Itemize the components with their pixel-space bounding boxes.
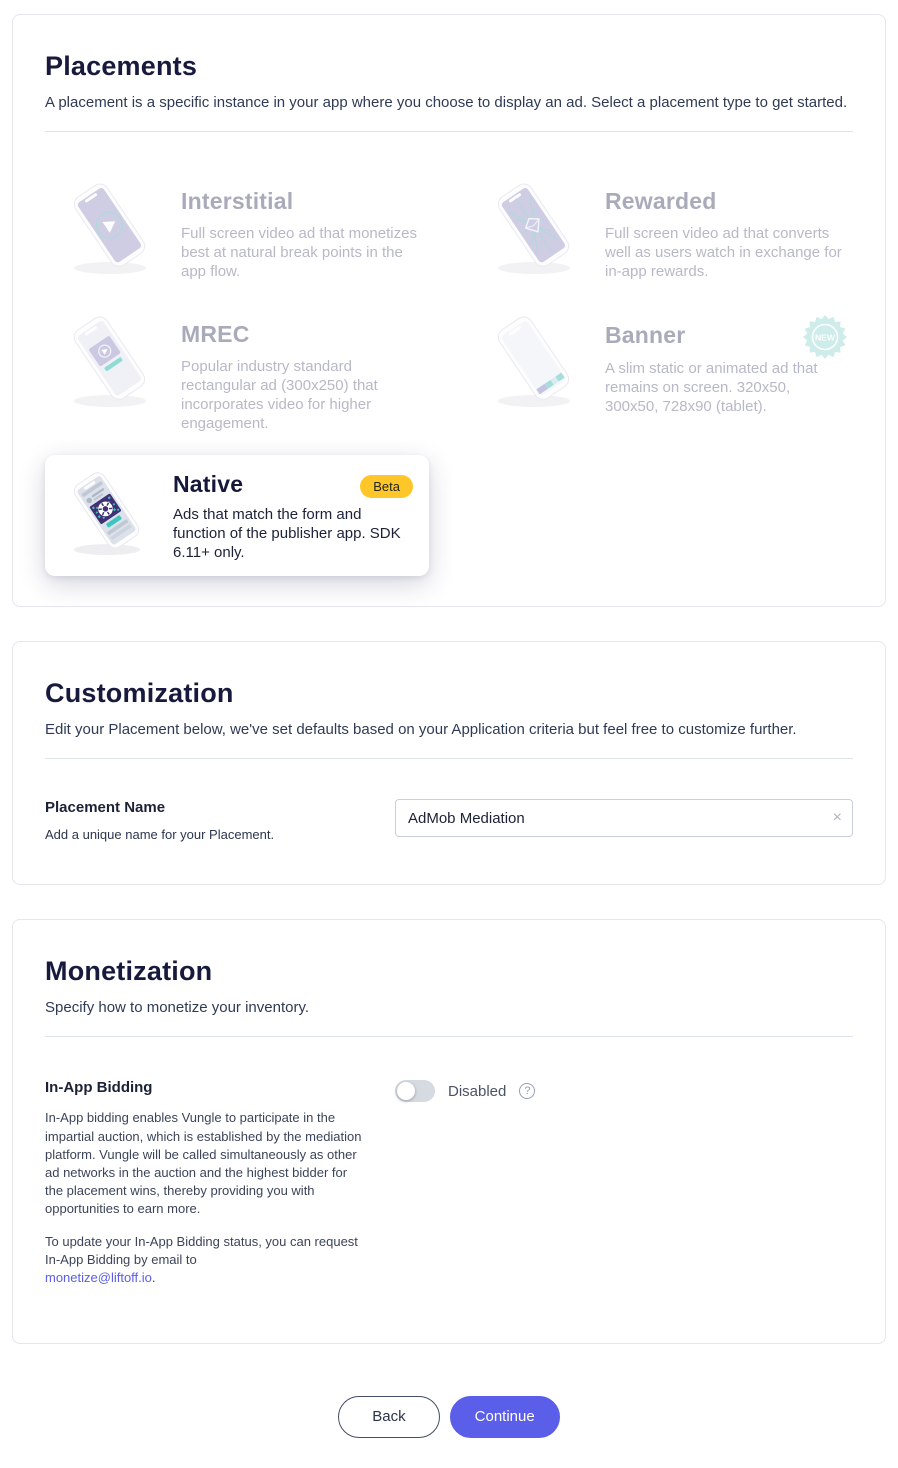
placement-option-rewarded[interactable] (469, 170, 853, 289)
rewarded-description: Full screen video ad that converts well as users watch in exchange for in-app rewards. (605, 225, 842, 281)
continue-button[interactable]: Continue (450, 1396, 560, 1438)
in-app-bidding-request-text: To update your In-App Bidding status, you can request In-App Bidding by email to monetize@liftoff.io. (45, 1233, 358, 1285)
mrec-title: MREC (181, 321, 250, 348)
placement-option-interstitial[interactable] (45, 170, 429, 289)
placement-option-native[interactable] (45, 455, 429, 576)
monetization-subtitle: Specify how to monetize your inventory. (45, 999, 310, 1017)
grid-spacer (469, 455, 853, 576)
placement-option-mrec[interactable] (45, 303, 429, 441)
toggle-state-label: Disabled (448, 1082, 507, 1100)
native-title: Native (173, 471, 244, 498)
customization-title: Customization (45, 678, 234, 709)
placement-name-help: Add a unique name for your Placement. (45, 827, 275, 843)
placements-card (12, 14, 886, 607)
interstitial-description: Full screen video ad that monetizes best at natural break points in the app flow. (181, 225, 417, 281)
in-app-bidding-row (45, 1047, 853, 1313)
monetization-card (12, 919, 886, 1344)
monetize-email-link[interactable]: monetize@liftoff.io (45, 1269, 152, 1285)
interstitial-title: Interstitial (181, 188, 294, 214)
placement-name-row (45, 769, 853, 854)
customization-card (12, 641, 886, 885)
mrec-phone-icon (51, 311, 169, 411)
customization-subtitle: Edit your Placement below, we've set defaults based on your Application criteria but feel free to customize further. (45, 721, 797, 739)
banner-title: Banner (605, 322, 686, 349)
rewarded-title: Rewarded (605, 188, 717, 214)
clear-input-icon[interactable]: × (832, 809, 842, 827)
native-description: Ads that match the form and function of the publisher app. SDK 6.11+ only. (173, 506, 401, 562)
divider (45, 758, 853, 759)
placement-name-label: Placement Name (45, 799, 166, 817)
banner-phone-icon (475, 311, 593, 411)
divider (45, 1036, 853, 1037)
banner-description: A slim static or animated ad that remains on screen. 320x50, 300x50, 728x90 (tablet). (605, 360, 818, 416)
interstitial-phone-icon (51, 178, 169, 278)
in-app-bidding-toggle[interactable] (395, 1080, 435, 1102)
new-badge (803, 315, 847, 359)
footer-actions (12, 1378, 886, 1452)
placements-subtitle: A placement is a specific instance in your app where you choose to display an ad. Select a placement type to get started. (45, 94, 848, 111)
mrec-description: Popular industry standard rectangular ad (300x250) that incorporates video for higher engagement. (181, 358, 378, 433)
back-button[interactable]: Back (338, 1396, 439, 1438)
in-app-bidding-label: In-App Bidding (45, 1079, 153, 1097)
in-app-bidding-description: In-App bidding enables Vungle to participate in the impartial auction, which is established by the mediation platform. Vungle will be called simultaneously as other ad networks in the auction and the highest bidder for the placement wins, thereby providing you with opportunities to earn more. (45, 1110, 362, 1217)
native-phone-icon (53, 467, 161, 559)
link-suffix: . (151, 1269, 156, 1285)
divider (45, 131, 853, 132)
rewarded-phone-icon (475, 178, 593, 278)
monetization-title: Monetization (45, 956, 213, 987)
placement-options-grid (45, 142, 853, 576)
placements-title: Placements (45, 51, 198, 81)
beta-badge: Beta (360, 475, 413, 498)
toggle-knob (397, 1082, 415, 1100)
svg-text:NEW: NEW (814, 332, 836, 343)
placement-option-banner[interactable] (469, 303, 853, 441)
placement-name-input[interactable] (395, 799, 853, 837)
help-icon[interactable]: ? (519, 1083, 535, 1099)
